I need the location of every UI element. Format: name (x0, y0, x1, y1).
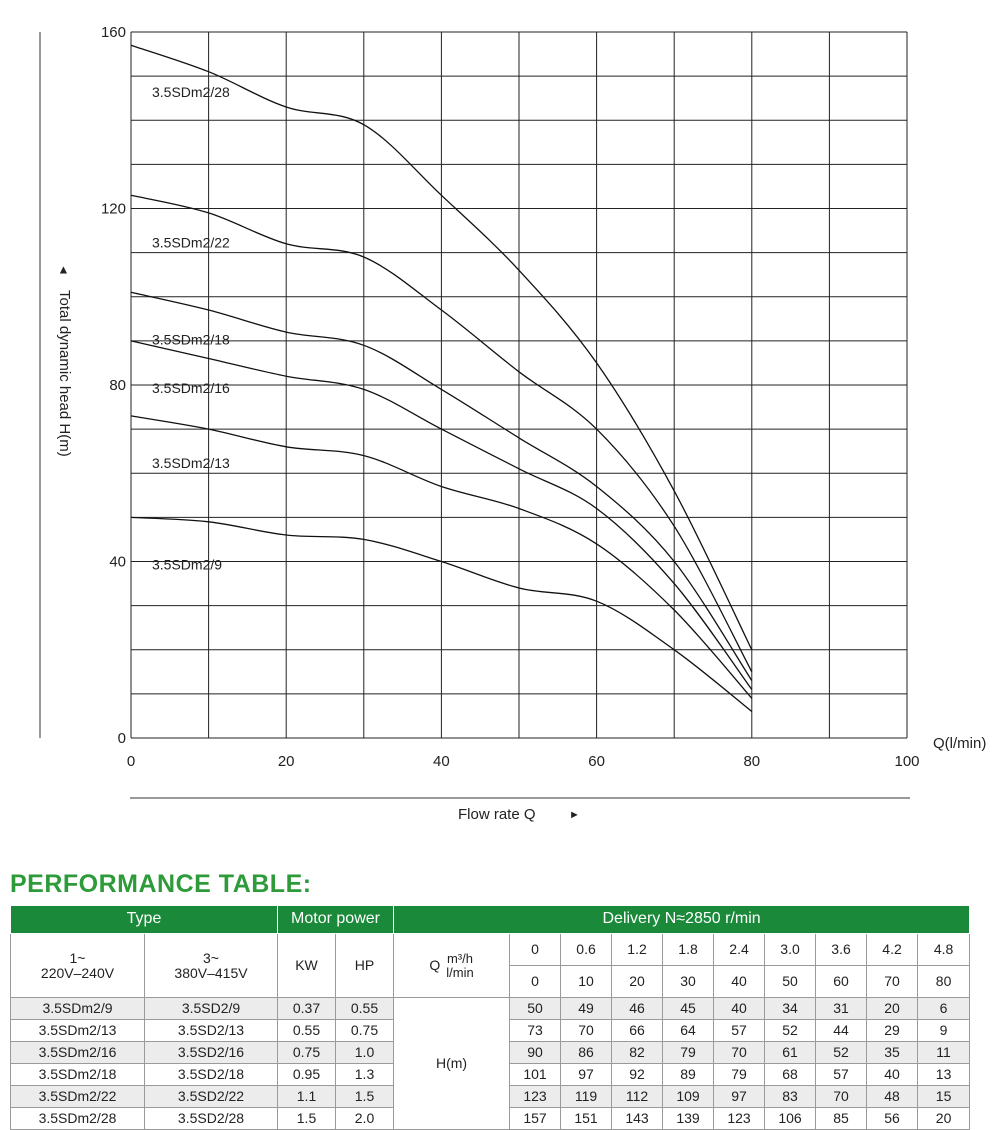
head-value-cell: 20 (918, 1108, 970, 1130)
flow-m3h-cell: 0.6 (561, 934, 612, 966)
curve-labels (152, 84, 230, 572)
head-value-cell: 35 (867, 1042, 918, 1064)
three-phase-model-cell: 3.5SD2/28 (145, 1108, 278, 1130)
head-value-cell: 46 (612, 998, 663, 1020)
y-tick-label: 120 (100, 200, 126, 218)
single-phase-model-cell: 3.5SDm2/22 (11, 1086, 145, 1108)
curve-label: 3.5SDm2/28 (152, 84, 230, 101)
x-tick-label: 0 (126, 753, 136, 770)
flow-lmin-cell: 70 (867, 966, 918, 998)
kw-cell: 1.1 (278, 1086, 336, 1108)
head-value-cell: 66 (612, 1020, 663, 1042)
single-phase-model-cell: 3.5SDm2/13 (11, 1020, 145, 1042)
q-units-header: Q m³/h l/min (394, 934, 510, 998)
kw-cell: 0.37 (278, 998, 336, 1020)
type-header: Type (11, 906, 278, 934)
table-row (11, 998, 970, 1020)
head-value-cell: 97 (714, 1086, 765, 1108)
head-value-cell: 56 (867, 1108, 918, 1130)
head-value-cell: 52 (765, 1020, 816, 1042)
flow-lmin-cell: 50 (765, 966, 816, 998)
head-value-cell: 34 (765, 998, 816, 1020)
y-tick-label: 160 (100, 24, 126, 41)
head-value-cell: 82 (612, 1042, 663, 1064)
head-value-cell: 101 (510, 1064, 561, 1086)
head-value-cell: 57 (816, 1064, 867, 1086)
head-value-cell: 106 (765, 1108, 816, 1130)
flow-m3h-cell: 1.2 (612, 934, 663, 966)
head-value-cell: 52 (816, 1042, 867, 1064)
flow-lmin-cell: 60 (816, 966, 867, 998)
three-phase-header: 3~ 380V–415V (145, 934, 278, 998)
kw-cell: 0.95 (278, 1064, 336, 1086)
single-phase-model-cell: 3.5SDm2/16 (11, 1042, 145, 1064)
three-phase-model-cell: 3.5SD2/16 (145, 1042, 278, 1064)
flow-m3h-cell: 4.2 (867, 934, 918, 966)
x-axis-arrow-icon: ► (569, 809, 580, 821)
flow-m3h-cell: 4.8 (918, 934, 970, 966)
single-phase-model-cell: 3.5SDm2/9 (11, 998, 145, 1020)
head-value-cell: 20 (867, 998, 918, 1020)
head-value-cell: 57 (714, 1020, 765, 1042)
head-label-cell: H(m) (394, 998, 510, 1130)
head-value-cell: 73 (510, 1020, 561, 1042)
delivery-header: Delivery N≈2850 r/min (394, 906, 970, 934)
hp-cell: 1.0 (336, 1042, 394, 1064)
head-value-cell: 50 (510, 998, 561, 1020)
head-value-cell: 97 (561, 1064, 612, 1086)
flow-lmin-cell: 10 (561, 966, 612, 998)
curve-label: 3.5SDm2/16 (152, 379, 230, 396)
performance-table (10, 905, 970, 1130)
flow-lmin-cell: 80 (918, 966, 970, 998)
head-value-cell: 6 (918, 998, 970, 1020)
units-row-m3h (11, 934, 970, 966)
table-header-row (11, 906, 970, 934)
y-tick-label: 0 (117, 730, 126, 747)
head-value-cell: 151 (561, 1108, 612, 1130)
hp-cell: 1.3 (336, 1064, 394, 1086)
head-value-cell: 70 (816, 1086, 867, 1108)
kw-cell: 0.55 (278, 1020, 336, 1042)
chart-ticks (101, 24, 920, 770)
head-value-cell: 13 (918, 1064, 970, 1086)
single-phase-header: 1~ 220V–240V (11, 934, 145, 998)
hp-cell: 0.75 (336, 1020, 394, 1042)
head-value-cell: 68 (765, 1064, 816, 1086)
hp-cell: 0.55 (336, 998, 394, 1020)
three-phase-model-cell: 3.5SD2/9 (145, 998, 278, 1020)
head-value-cell: 61 (765, 1042, 816, 1064)
x-tick-label: 80 (743, 753, 761, 770)
head-value-cell: 44 (816, 1020, 867, 1042)
head-value-cell: 40 (867, 1064, 918, 1086)
single-phase-model-cell: 3.5SDm2/18 (11, 1064, 145, 1086)
head-value-cell: 64 (663, 1020, 714, 1042)
three-phase-model-cell: 3.5SD2/22 (145, 1086, 278, 1108)
curve-label: 3.5SDm2/9 (152, 556, 223, 573)
head-value-cell: 143 (612, 1108, 663, 1130)
kw-cell: 0.75 (278, 1042, 336, 1064)
head-value-cell: 123 (714, 1108, 765, 1130)
head-value-cell: 45 (663, 998, 714, 1020)
x-axis-unit-label: Q(l/min) (933, 735, 987, 752)
x-tick-label: 100 (894, 753, 920, 770)
kw-cell: 1.5 (278, 1108, 336, 1130)
head-value-cell: 70 (561, 1020, 612, 1042)
x-axis-label: Flow rate Q (458, 806, 536, 823)
hp-cell: 2.0 (336, 1108, 394, 1130)
y-axis-arrow-icon: ◄ (57, 264, 71, 276)
flow-lmin-cell: 0 (510, 966, 561, 998)
y-tick-label: 40 (109, 553, 126, 571)
head-value-cell: 48 (867, 1086, 918, 1108)
flow-m3h-cell: 1.8 (663, 934, 714, 966)
y-tick-label: 80 (109, 377, 126, 394)
single-phase-model-cell: 3.5SDm2/28 (11, 1108, 145, 1130)
head-value-cell: 83 (765, 1086, 816, 1108)
head-value-cell: 123 (510, 1086, 561, 1108)
head-value-cell: 79 (714, 1064, 765, 1086)
flow-m3h-cell: 3.0 (765, 934, 816, 966)
x-tick-label: 60 (588, 753, 605, 770)
three-phase-model-cell: 3.5SD2/18 (145, 1064, 278, 1086)
curve-label: 3.5SDm2/18 (152, 331, 230, 348)
head-value-cell: 29 (867, 1020, 918, 1042)
hp-cell: 1.5 (336, 1086, 394, 1108)
flow-m3h-cell: 3.6 (816, 934, 867, 966)
flow-m3h-cell: 2.4 (714, 934, 765, 966)
x-tick-label: 20 (277, 753, 295, 770)
flow-lmin-cell: 30 (663, 966, 714, 998)
head-value-cell: 70 (714, 1042, 765, 1064)
head-value-cell: 86 (561, 1042, 612, 1064)
three-phase-model-cell: 3.5SD2/13 (145, 1020, 278, 1042)
motor-power-header: Motor power (278, 906, 394, 934)
head-value-cell: 31 (816, 998, 867, 1020)
head-value-cell: 40 (714, 998, 765, 1020)
flow-lmin-cell: 20 (612, 966, 663, 998)
head-value-cell: 85 (816, 1108, 867, 1130)
head-value-cell: 112 (612, 1086, 663, 1108)
head-value-cell: 109 (663, 1086, 714, 1108)
head-value-cell: 15 (918, 1086, 970, 1108)
head-value-cell: 157 (510, 1108, 561, 1130)
x-tick-label: 40 (433, 753, 450, 770)
y-axis-label: Total dynamic head H(m) (56, 290, 73, 457)
head-value-cell: 92 (612, 1064, 663, 1086)
head-value-cell: 139 (663, 1108, 714, 1130)
performance-table-title: PERFORMANCE TABLE: (10, 870, 312, 898)
head-value-cell: 11 (918, 1042, 970, 1064)
curve-label: 3.5SDm2/13 (152, 454, 230, 471)
head-value-cell: 49 (561, 998, 612, 1020)
hp-header: HP (336, 934, 394, 998)
head-value-cell: 89 (663, 1064, 714, 1086)
flow-lmin-cell: 40 (714, 966, 765, 998)
flow-m3h-cell: 0 (510, 934, 561, 966)
kw-header: KW (278, 934, 336, 998)
chart-grid (131, 32, 907, 738)
head-value-cell: 90 (510, 1042, 561, 1064)
head-value-cell: 119 (561, 1086, 612, 1108)
head-value-cell: 79 (663, 1042, 714, 1064)
head-value-cell: 9 (918, 1020, 970, 1042)
curve-label: 3.5SDm2/22 (152, 234, 230, 251)
